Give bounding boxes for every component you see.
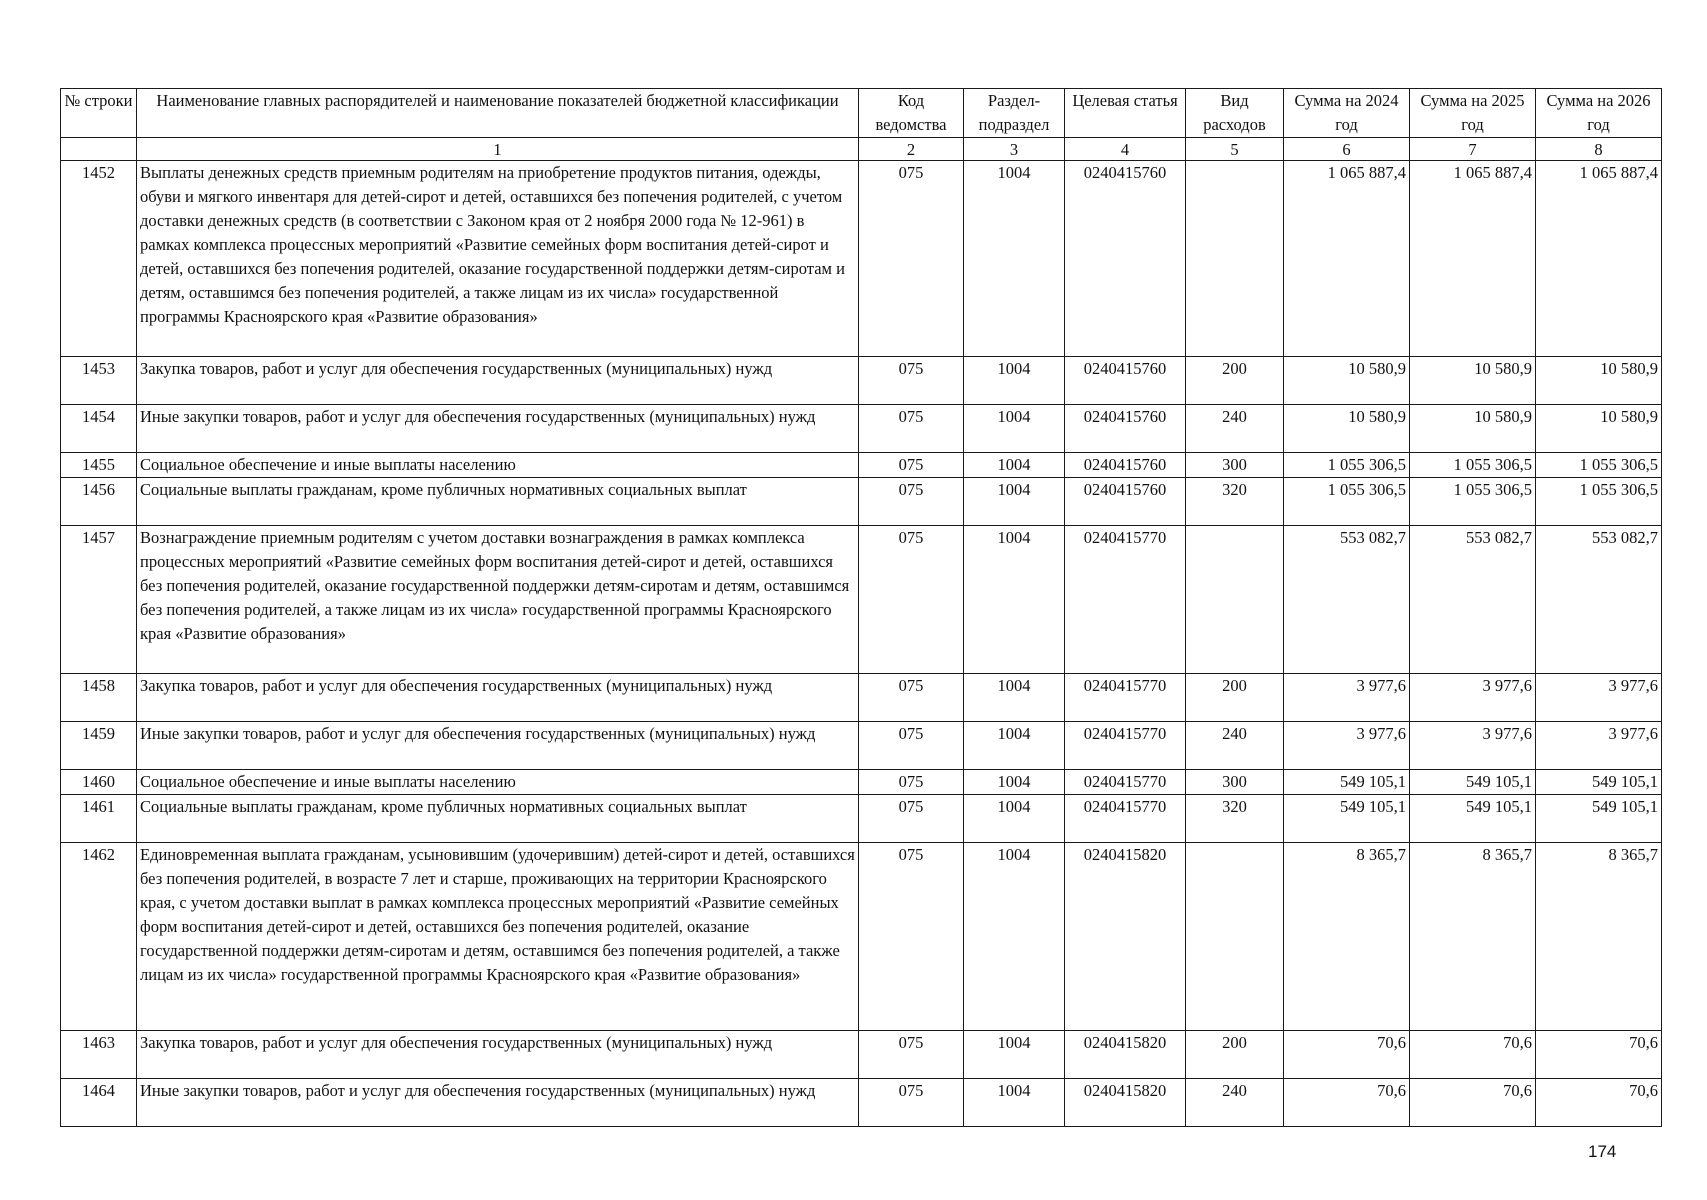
row-target: 0240415770 bbox=[1065, 526, 1186, 674]
row-sum-2024: 1 055 306,5 bbox=[1284, 478, 1410, 526]
table-row bbox=[61, 453, 1662, 478]
row-sum-2025: 3 977,6 bbox=[1410, 674, 1536, 722]
row-target: 0240415760 bbox=[1065, 161, 1186, 357]
row-dept-code: 075 bbox=[859, 722, 964, 770]
row-sum-2024: 1 065 887,4 bbox=[1284, 161, 1410, 357]
row-exp-type bbox=[1186, 843, 1284, 1031]
row-sum-2024: 10 580,9 bbox=[1284, 405, 1410, 453]
row-section: 1004 bbox=[964, 1031, 1065, 1079]
header-section: Раздел-подраздел bbox=[964, 89, 1065, 138]
row-section: 1004 bbox=[964, 843, 1065, 1031]
row-sum-2024: 553 082,7 bbox=[1284, 526, 1410, 674]
row-section: 1004 bbox=[964, 478, 1065, 526]
row-number: 1456 bbox=[61, 478, 137, 526]
row-exp-type bbox=[1186, 161, 1284, 357]
row-sum-2026: 8 365,7 bbox=[1536, 843, 1662, 1031]
row-exp-type: 240 bbox=[1186, 722, 1284, 770]
table-row bbox=[61, 770, 1662, 795]
budget-table bbox=[60, 88, 1662, 1127]
row-section: 1004 bbox=[964, 357, 1065, 405]
row-number: 1462 bbox=[61, 843, 137, 1031]
table-row bbox=[61, 526, 1662, 674]
row-sum-2026: 549 105,1 bbox=[1536, 770, 1662, 795]
row-sum-2026: 553 082,7 bbox=[1536, 526, 1662, 674]
table-row bbox=[61, 722, 1662, 770]
row-sum-2025: 549 105,1 bbox=[1410, 795, 1536, 843]
page-number: 174 bbox=[1588, 1142, 1617, 1161]
row-dept-code: 075 bbox=[859, 453, 964, 478]
row-sum-2024: 1 055 306,5 bbox=[1284, 453, 1410, 478]
header-sum-2024: Сумма на 2024 год bbox=[1284, 89, 1410, 138]
row-name: Социальное обеспечение и иные выплаты населению bbox=[137, 453, 859, 478]
row-name: Социальные выплаты гражданам, кроме публичных нормативных социальных выплат bbox=[137, 795, 859, 843]
row-dept-code: 075 bbox=[859, 795, 964, 843]
row-exp-type: 240 bbox=[1186, 405, 1284, 453]
row-sum-2024: 549 105,1 bbox=[1284, 770, 1410, 795]
row-sum-2026: 70,6 bbox=[1536, 1031, 1662, 1079]
row-target: 0240415760 bbox=[1065, 453, 1186, 478]
row-sum-2025: 10 580,9 bbox=[1410, 357, 1536, 405]
table-row bbox=[61, 843, 1662, 1031]
row-exp-type: 320 bbox=[1186, 795, 1284, 843]
header-name: Наименование главных распорядителей и наименование показателей бюджетной классификации bbox=[137, 89, 859, 138]
column-numbers-row bbox=[61, 138, 1662, 161]
row-exp-type: 200 bbox=[1186, 674, 1284, 722]
row-sum-2026: 10 580,9 bbox=[1536, 357, 1662, 405]
header-exp-type: Вид расходов bbox=[1186, 89, 1284, 138]
row-sum-2025: 549 105,1 bbox=[1410, 770, 1536, 795]
column-number: 4 bbox=[1065, 138, 1186, 161]
column-number: 7 bbox=[1410, 138, 1536, 161]
row-section: 1004 bbox=[964, 795, 1065, 843]
row-name: Закупка товаров, работ и услуг для обеспечения государственных (муниципальных) нужд bbox=[137, 674, 859, 722]
row-sum-2025: 3 977,6 bbox=[1410, 722, 1536, 770]
row-sum-2026: 70,6 bbox=[1536, 1079, 1662, 1127]
row-number: 1464 bbox=[61, 1079, 137, 1127]
row-dept-code: 075 bbox=[859, 357, 964, 405]
row-target: 0240415760 bbox=[1065, 478, 1186, 526]
row-dept-code: 075 bbox=[859, 161, 964, 357]
row-sum-2026: 3 977,6 bbox=[1536, 674, 1662, 722]
row-section: 1004 bbox=[964, 161, 1065, 357]
row-sum-2025: 70,6 bbox=[1410, 1079, 1536, 1127]
row-number: 1452 bbox=[61, 161, 137, 357]
row-sum-2026: 10 580,9 bbox=[1536, 405, 1662, 453]
header-sum-2025: Сумма на 2025 год bbox=[1410, 89, 1536, 138]
row-sum-2024: 70,6 bbox=[1284, 1079, 1410, 1127]
column-number bbox=[61, 138, 137, 161]
column-number: 1 bbox=[137, 138, 859, 161]
row-exp-type: 200 bbox=[1186, 357, 1284, 405]
row-target: 0240415820 bbox=[1065, 843, 1186, 1031]
row-name: Социальные выплаты гражданам, кроме публичных нормативных социальных выплат bbox=[137, 478, 859, 526]
row-sum-2025: 10 580,9 bbox=[1410, 405, 1536, 453]
header-dept-code: Код ведомства bbox=[859, 89, 964, 138]
row-dept-code: 075 bbox=[859, 770, 964, 795]
row-sum-2026: 1 055 306,5 bbox=[1536, 478, 1662, 526]
row-target: 0240415820 bbox=[1065, 1031, 1186, 1079]
table-row bbox=[61, 674, 1662, 722]
row-name: Иные закупки товаров, работ и услуг для обеспечения государственных (муниципальных) нужд bbox=[137, 1079, 859, 1127]
row-sum-2026: 3 977,6 bbox=[1536, 722, 1662, 770]
row-sum-2025: 1 055 306,5 bbox=[1410, 453, 1536, 478]
row-sum-2025: 1 065 887,4 bbox=[1410, 161, 1536, 357]
row-dept-code: 075 bbox=[859, 674, 964, 722]
row-number: 1460 bbox=[61, 770, 137, 795]
row-sum-2025: 8 365,7 bbox=[1410, 843, 1536, 1031]
row-sum-2025: 1 055 306,5 bbox=[1410, 478, 1536, 526]
row-target: 0240415770 bbox=[1065, 674, 1186, 722]
row-name: Единовременная выплата гражданам, усыновившим (удочерившим) детей-сирот и детей, оставшихся без попечения родителей, в возрасте 7 лет и старше, проживающих на территории Красноярского края, с учетом доставки выплат в рамках комплекса процессных мероприятий «Развитие семейных форм воспитания детей-сирот и детей, оставшихся без попечения родителей, оказание государственной поддержки детям-сиротам и детям, оставшимся без попечения родителей, а также лицам из их числа» государственной программы Красноярского края «Развитие образования» bbox=[137, 843, 859, 1031]
row-sum-2024: 3 977,6 bbox=[1284, 722, 1410, 770]
row-exp-type: 300 bbox=[1186, 770, 1284, 795]
header-target: Целевая статья bbox=[1065, 89, 1186, 138]
row-number: 1463 bbox=[61, 1031, 137, 1079]
row-target: 0240415760 bbox=[1065, 405, 1186, 453]
row-section: 1004 bbox=[964, 1079, 1065, 1127]
row-target: 0240415760 bbox=[1065, 357, 1186, 405]
column-number: 2 bbox=[859, 138, 964, 161]
row-number: 1455 bbox=[61, 453, 137, 478]
row-sum-2025: 70,6 bbox=[1410, 1031, 1536, 1079]
table-row bbox=[61, 161, 1662, 357]
row-name: Закупка товаров, работ и услуг для обеспечения государственных (муниципальных) нужд bbox=[137, 1031, 859, 1079]
column-number: 3 bbox=[964, 138, 1065, 161]
row-section: 1004 bbox=[964, 722, 1065, 770]
row-exp-type bbox=[1186, 526, 1284, 674]
row-dept-code: 075 bbox=[859, 1079, 964, 1127]
row-sum-2026: 1 055 306,5 bbox=[1536, 453, 1662, 478]
row-target: 0240415770 bbox=[1065, 795, 1186, 843]
row-exp-type: 320 bbox=[1186, 478, 1284, 526]
row-exp-type: 300 bbox=[1186, 453, 1284, 478]
header-row-no: № строки bbox=[61, 89, 137, 138]
row-name: Иные закупки товаров, работ и услуг для обеспечения государственных (муниципальных) нужд bbox=[137, 405, 859, 453]
row-sum-2025: 553 082,7 bbox=[1410, 526, 1536, 674]
table-row bbox=[61, 357, 1662, 405]
row-dept-code: 075 bbox=[859, 843, 964, 1031]
row-number: 1457 bbox=[61, 526, 137, 674]
table-row bbox=[61, 405, 1662, 453]
row-name: Социальное обеспечение и иные выплаты населению bbox=[137, 770, 859, 795]
row-target: 0240415770 bbox=[1065, 722, 1186, 770]
row-name: Иные закупки товаров, работ и услуг для обеспечения государственных (муниципальных) нужд bbox=[137, 722, 859, 770]
row-name: Выплаты денежных средств приемным родителям на приобретение продуктов питания, одежды, обуви и мягкого инвентаря для детей-сирот и детей, оставшихся без попечения родителей, с учетом доставки денежных средств (в соответствии с Законом края от 2 ноября 2000 года № 12-961) в рамках комплекса процессных мероприятий «Развитие семейных форм воспитания детей-сирот и детей, оставшихся без попечения родителей, оказание государственной поддержки детям-сиротам и детям, оставшимся без попечения родителей, а также лицам из их числа» государственной программы Красноярского края «Развитие образования» bbox=[137, 161, 859, 357]
row-dept-code: 075 bbox=[859, 526, 964, 674]
row-sum-2026: 549 105,1 bbox=[1536, 795, 1662, 843]
row-number: 1453 bbox=[61, 357, 137, 405]
header-sum-2026: Сумма на 2026 год bbox=[1536, 89, 1662, 138]
row-target: 0240415820 bbox=[1065, 1079, 1186, 1127]
row-number: 1461 bbox=[61, 795, 137, 843]
row-section: 1004 bbox=[964, 526, 1065, 674]
row-number: 1458 bbox=[61, 674, 137, 722]
table-row bbox=[61, 478, 1662, 526]
table-row bbox=[61, 1031, 1662, 1079]
row-number: 1459 bbox=[61, 722, 137, 770]
row-section: 1004 bbox=[964, 674, 1065, 722]
column-number: 5 bbox=[1186, 138, 1284, 161]
table-row bbox=[61, 1079, 1662, 1127]
row-number: 1454 bbox=[61, 405, 137, 453]
column-number: 6 bbox=[1284, 138, 1410, 161]
row-section: 1004 bbox=[964, 770, 1065, 795]
row-dept-code: 075 bbox=[859, 1031, 964, 1079]
row-sum-2026: 1 065 887,4 bbox=[1536, 161, 1662, 357]
row-exp-type: 200 bbox=[1186, 1031, 1284, 1079]
table-row bbox=[61, 795, 1662, 843]
row-sum-2024: 3 977,6 bbox=[1284, 674, 1410, 722]
row-sum-2024: 549 105,1 bbox=[1284, 795, 1410, 843]
row-name: Вознаграждение приемным родителям с учетом доставки вознаграждения в рамках комплекса процессных мероприятий «Развитие семейных форм воспитания детей-сирот и детей, оставшихся без попечения родителей, оказание государственной поддержки детям-сиротам и детям, оставшимся без попечения родителей, а также лицам из их числа» государственной программы Красноярского края «Развитие образования» bbox=[137, 526, 859, 674]
row-sum-2024: 70,6 bbox=[1284, 1031, 1410, 1079]
header-row bbox=[61, 89, 1662, 138]
row-exp-type: 240 bbox=[1186, 1079, 1284, 1127]
row-sum-2024: 8 365,7 bbox=[1284, 843, 1410, 1031]
row-dept-code: 075 bbox=[859, 405, 964, 453]
row-target: 0240415770 bbox=[1065, 770, 1186, 795]
row-name: Закупка товаров, работ и услуг для обеспечения государственных (муниципальных) нужд bbox=[137, 357, 859, 405]
row-section: 1004 bbox=[964, 405, 1065, 453]
row-sum-2024: 10 580,9 bbox=[1284, 357, 1410, 405]
column-number: 8 bbox=[1536, 138, 1662, 161]
row-section: 1004 bbox=[964, 453, 1065, 478]
row-dept-code: 075 bbox=[859, 478, 964, 526]
